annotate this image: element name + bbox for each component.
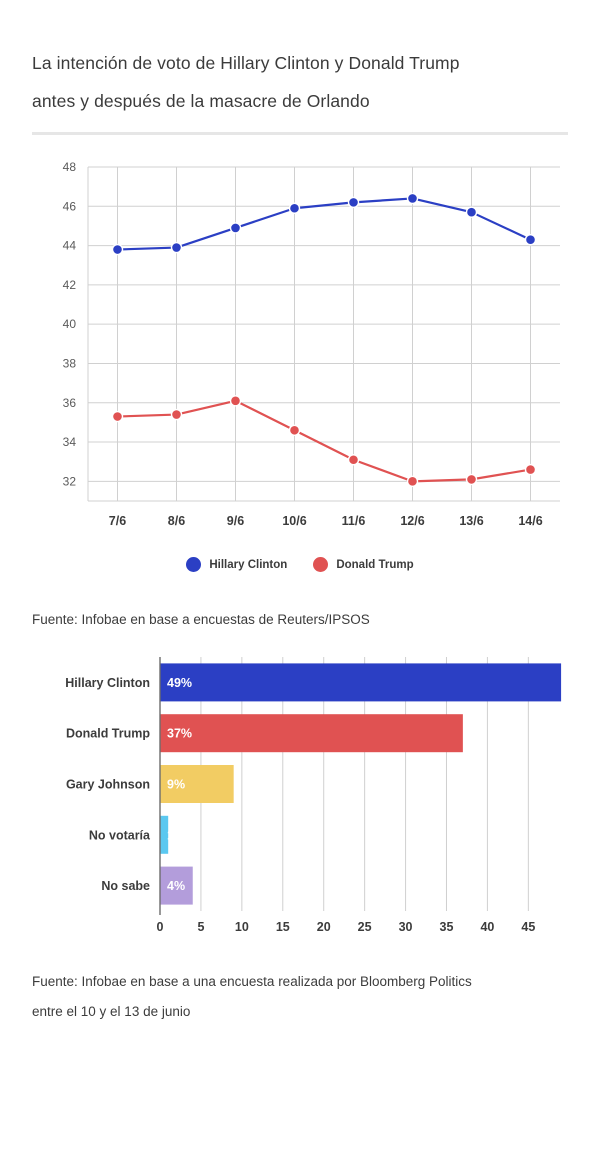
x-axis-tick-label: 14/6: [518, 514, 543, 528]
y-axis-tick-label: 48: [62, 160, 76, 174]
bar-x-axis-tick-label: 5: [197, 920, 205, 934]
legend-label-trump: Donald Trump: [336, 558, 414, 571]
line-chart-legend: [32, 557, 568, 572]
bar-chart: [32, 649, 568, 939]
legend-dot-trump-icon: [313, 557, 328, 572]
x-axis-tick-label: 8/6: [167, 514, 186, 528]
bar-x-axis-tick-label: 45: [521, 920, 536, 934]
bar-x-axis-tick-label: 0: [156, 920, 164, 934]
x-axis-tick-label: 11/6: [341, 514, 366, 528]
y-axis-tick-label: 34: [62, 435, 76, 450]
bar-x-axis-tick-label: 15: [275, 920, 290, 934]
bar: [160, 714, 463, 752]
y-axis-tick-label: 44: [62, 238, 76, 253]
x-axis-tick-label: 10/6: [282, 514, 307, 528]
legend-dot-clinton-icon: [186, 557, 201, 572]
y-axis-tick-label: 46: [62, 199, 76, 214]
x-axis-tick-label: 13/6: [459, 514, 484, 528]
title-block: [32, 0, 568, 135]
legend-item-clinton: [186, 557, 287, 572]
bar-x-axis-tick-label: 20: [316, 920, 331, 934]
line-chart-source: Fuente: Infobae en base a encuestas de Reuters/IPSOS: [32, 612, 370, 627]
bar-x-axis-tick-label: 30: [398, 920, 413, 934]
bar-chart-source-line-1: Fuente: Infobae en base a una encuesta realizada por Bloomberg Politics: [32, 974, 472, 989]
bar-value-label: 4%: [167, 879, 186, 894]
bar-value-label: 9%: [167, 777, 186, 792]
data-point: [172, 410, 182, 420]
y-axis-tick-label: 38: [62, 356, 76, 371]
data-point: [349, 455, 359, 465]
bar-category-label: No sabe: [101, 879, 150, 894]
line-chart: [32, 149, 568, 579]
bar-chart-source-line-2: entre el 10 y el 13 de junio: [32, 1004, 191, 1019]
bar-category-label: Hillary Clinton: [65, 675, 150, 690]
data-point: [113, 245, 123, 255]
data-point: [526, 235, 536, 245]
legend-item-trump: [313, 557, 413, 572]
data-point: [467, 474, 477, 484]
x-axis-tick-label: 12/6: [400, 514, 425, 528]
bar-x-axis-tick-label: 25: [357, 920, 372, 934]
data-point: [231, 223, 241, 233]
bar-category-label: Gary Johnson: [65, 777, 150, 792]
bar-chart-svg: [32, 649, 568, 939]
bar-x-axis-tick-label: 40: [480, 920, 495, 934]
x-axis-tick-label: 7/6: [108, 514, 127, 528]
y-axis-tick-label: 32: [62, 474, 76, 489]
data-point: [113, 412, 123, 422]
page-title-line-1: La intención de voto de Hillary Clinton y Donald Trump: [32, 53, 460, 73]
data-point: [290, 425, 300, 435]
data-point: [408, 476, 418, 486]
y-axis-tick-label: 40: [62, 317, 76, 332]
data-point: [231, 396, 241, 406]
bar-category-label: No votaría: [88, 828, 150, 843]
data-point: [526, 465, 536, 475]
y-axis-tick-label: 36: [62, 395, 76, 410]
legend-label-clinton: Hillary Clinton: [209, 558, 288, 571]
x-axis-tick-label: 9/6: [226, 514, 245, 528]
bar-x-axis-tick-label: 35: [439, 920, 454, 934]
data-point: [349, 197, 359, 207]
bar-category-label: Donald Trump: [65, 726, 150, 741]
data-point: [290, 203, 300, 213]
bar-value-label: 49%: [167, 675, 193, 690]
line-chart-svg: [32, 149, 568, 579]
bar-x-axis-tick-label: 10: [234, 920, 249, 934]
data-point: [467, 207, 477, 217]
title-divider: [32, 132, 568, 135]
y-axis-tick-label: 42: [62, 277, 76, 292]
bar-value-label: 1%: [167, 828, 186, 843]
data-point: [172, 243, 182, 253]
data-point: [408, 193, 418, 203]
bar: [160, 663, 561, 701]
page-title-line-2: antes y después de la masacre de Orlando: [32, 91, 370, 111]
bar-value-label: 37%: [167, 726, 193, 741]
